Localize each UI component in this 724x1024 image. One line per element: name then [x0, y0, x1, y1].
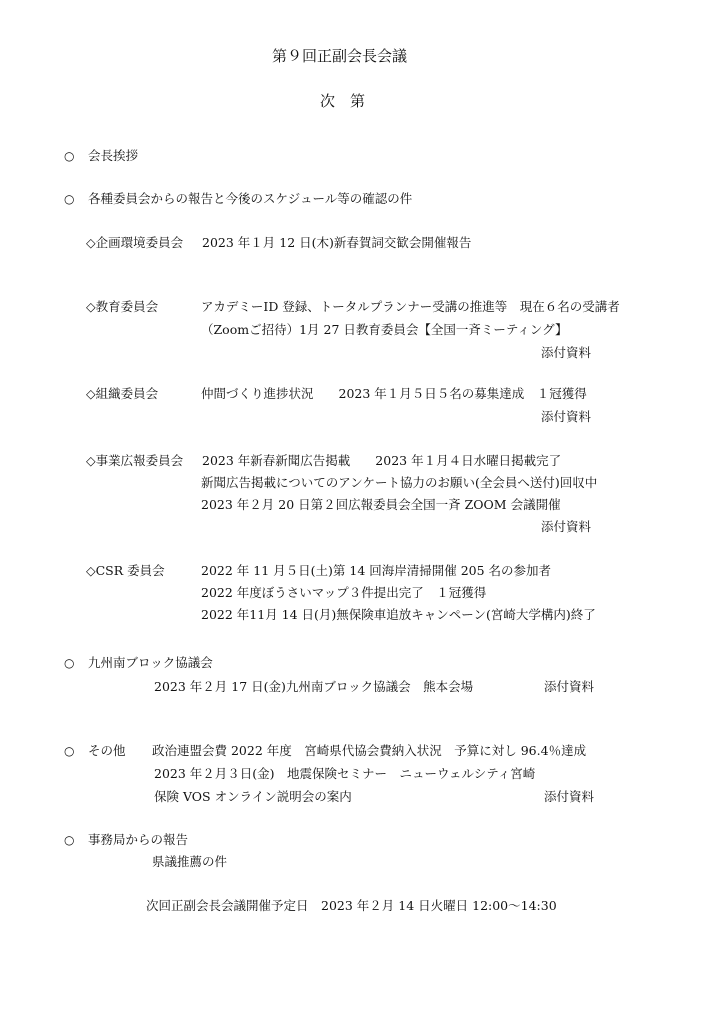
page-subtitle: 次 第 [320, 92, 366, 110]
committee-csr-name: ◇CSR 委員会 [86, 563, 165, 578]
next-meeting-note: 次回正副会長会議開催予定日 2023 年２月 14 日火曜日 12:00～14:30 [146, 898, 557, 913]
committee-kyoiku-line: （Zoomご招待）1月 27 日教育委員会【全国一斉ミーティング】 [201, 322, 568, 337]
attachment-note: 添付資料 [544, 679, 595, 694]
committee-kyoiku-line: アカデミーID 登録、トータルプランナー受講の推進等 現在６名の受講者 [201, 299, 620, 314]
bullet-circle: ○ [64, 149, 75, 163]
item-other-line: 保険 VOS オンライン説明会の案内 [154, 789, 352, 804]
item-kyushu-line: 2023 年２月 17 日(金)九州南ブロック協議会 熊本会場 [154, 679, 474, 694]
attachment-note: 添付資料 [544, 789, 595, 804]
committee-soshiki-name: ◇組織委員会 [86, 386, 159, 401]
committee-jigyo-line: 2023 年２月 20 日第２回広報委員会全国一斉 ZOOM 会議開催 [201, 497, 561, 512]
item-kyushu-label: 九州南ブロック協議会 [88, 655, 213, 670]
attachment-note: 添付資料 [541, 409, 592, 424]
bullet-circle: ○ [64, 192, 75, 206]
attachment-note: 添付資料 [541, 519, 592, 534]
committee-csr-line: 2022 年度ぼうさいマップ３件提出完了 １冠獲得 [201, 585, 487, 600]
item-greeting-label: 会長挨拶 [88, 148, 139, 163]
attachment-note: 添付資料 [541, 345, 592, 360]
committee-soshiki-line: 仲間づくり進捗状況 2023 年１月５日５名の募集達成 １冠獲得 [201, 386, 587, 401]
page-title: 第９回正副会長会議 [272, 47, 408, 65]
committee-jigyo-line: 新聞広告掲載についてのアンケート協力のお願い(全会員へ送付)回収中 [201, 475, 598, 490]
committee-csr-line: 2022 年11月 14 日(月)無保険車追放キャンペーン(宮崎大学構内)終了 [201, 607, 596, 622]
committee-csr-line: 2022 年 11 月５日(土)第 14 回海岸清掃開催 205 名の参加者 [201, 563, 552, 578]
item-other-line: 2023 年２月３日(金) 地震保険セミナー ニューウェルシティ宮崎 [154, 766, 536, 781]
committee-jigyo-name: ◇事業広報委員会 [86, 453, 184, 468]
item-secretariat-line: 県議推薦の件 [152, 854, 228, 869]
item-other-line: 政治連盟会費 2022 年度 宮崎県代協会費納入状況 予算に対し 96.4％達成 [152, 743, 587, 758]
bullet-circle: ○ [64, 744, 75, 758]
bullet-circle: ○ [64, 656, 75, 670]
bullet-circle: ○ [64, 833, 75, 847]
item-secretariat-label: 事務局からの報告 [88, 832, 189, 847]
committee-kyoiku-name: ◇教育委員会 [86, 299, 159, 314]
committee-kikaku-name: ◇企画環境委員会 [86, 235, 184, 250]
item-other-label: その他 [88, 743, 126, 758]
item-committees-label: 各種委員会からの報告と今後のスケジュール等の確認の件 [88, 191, 413, 206]
committee-jigyo-line: 2023 年新春新聞広告掲載 2023 年１月４日水曜日掲載完了 [202, 453, 562, 468]
committee-kikaku-line: 2023 年１月 12 日(木)新春賀詞交歓会開催報告 [202, 235, 472, 250]
